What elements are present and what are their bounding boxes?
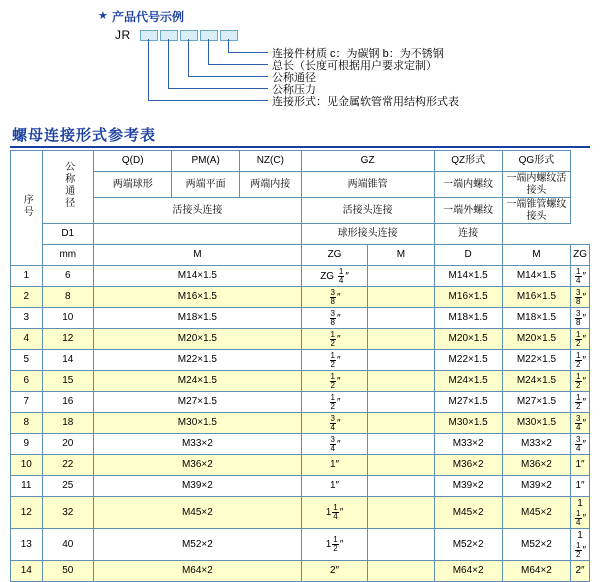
th-group-nzc: NZ(C) [239,151,301,172]
th-unit-m1: M [94,245,302,266]
cell-m-union: M16×1.5 [94,287,302,308]
cell-qz-d: M22×1.5 [434,350,502,371]
cell-qg-m: M45×2 [502,497,570,529]
cell-qg-m: M24×1.5 [502,371,570,392]
cell-dn: 40 [42,528,94,560]
cell-qg-zg: $\frac{1}{2}$ ″ [571,350,590,371]
th-union-left: 活接头连接 [94,198,302,224]
cell-gz-zg: 1 $\frac{1}{4}$ ″ [301,497,368,529]
callout-nominal-pressure: 公称压力 [272,84,316,96]
cell-gz-zg: $\frac{1}{2}$ ″ [301,371,368,392]
star-icon: ★ [98,10,108,22]
th-group-qd: Q(D) [94,151,172,172]
th-sub-nzc: 两端内接 [239,172,301,198]
cell-qz-m [368,497,434,529]
section-title: 螺母连接形式参考表 [12,127,157,144]
callout-length: 总长（长度可根据用户要求定制） [272,60,437,72]
section-divider [10,146,590,148]
cell-qg-zg: $\frac{1}{4}$ ″ [571,266,590,287]
table-row [11,392,590,413]
cell-qz-m [368,329,434,350]
cell-qg-m: M64×2 [502,560,570,581]
table-row [11,287,590,308]
th-unit-d: D [434,245,502,266]
cell-qg-m: M36×2 [502,455,570,476]
cell-no: 13 [11,528,43,560]
cell-m-union: M22×1.5 [94,350,302,371]
cell-m-union: M30×1.5 [94,413,302,434]
cell-qz-m [368,266,434,287]
cell-m-union: M24×1.5 [94,371,302,392]
cell-qg-zg: $\frac{3}{4}$ ″ [571,434,590,455]
cell-no: 7 [11,392,43,413]
cell-no: 9 [11,434,43,455]
cell-dn: 15 [42,371,94,392]
code-box-3 [180,30,198,41]
cell-gz-zg: $\frac{3}{4}$ ″ [301,413,368,434]
table-row [11,497,590,529]
cell-qg-zg: $\frac{1}{2}$ ″ [571,371,590,392]
cell-qz-m [368,308,434,329]
cell-no: 12 [11,497,43,529]
cell-m-union: M18×1.5 [94,308,302,329]
cell-gz-zg: 2″ [301,560,368,581]
product-code-diagram [0,0,600,120]
cell-qg-m: M20×1.5 [502,329,570,350]
table-row [11,413,590,434]
cell-gz-zg: 1 $\frac{1}{2}$ ″ [301,528,368,560]
cell-no: 1 [11,266,43,287]
cell-dn: 8 [42,287,94,308]
th-sub-qz: 一端内螺纹 [434,172,502,198]
th-group-gz: GZ [301,151,434,172]
code-box-1 [140,30,158,41]
leader-v-2 [168,39,169,88]
th-d1: D1 [42,224,94,245]
cell-qz-d: M27×1.5 [434,392,502,413]
th-unit-m3: M [502,245,570,266]
cell-qz-d: M24×1.5 [434,371,502,392]
cell-dn: 22 [42,455,94,476]
th-no: 序号 [11,151,43,266]
cell-qz-d: M20×1.5 [434,329,502,350]
table-header-row-1 [11,151,590,172]
cell-m-union: M27×1.5 [94,392,302,413]
cell-qg-zg: $\frac{3}{4}$ ″ [571,413,590,434]
table-row [11,371,590,392]
code-box-5 [220,30,238,41]
cell-m-union: M45×2 [94,497,302,529]
code-box-4 [200,30,218,41]
cell-m-union: M33×2 [94,434,302,455]
cell-qz-d: M64×2 [434,560,502,581]
leader-h-2 [168,88,268,89]
cell-qg-zg: 1″ [571,476,590,497]
table-row [11,528,590,560]
cell-qz-m [368,371,434,392]
cell-qz-m [368,476,434,497]
table-row [11,476,590,497]
table-row [11,350,590,371]
cell-m-union: M52×2 [94,528,302,560]
cell-m-union: M36×2 [94,455,302,476]
callout-nominal-diameter: 公称通径 [272,72,316,84]
cell-no: 2 [11,287,43,308]
diagram-title: 产品代号示例 [112,10,185,24]
cell-qg-m: M33×2 [502,434,570,455]
leader-v-3 [188,39,189,76]
th-dn: 公称通径 [42,151,94,224]
leader-h-1 [148,100,268,101]
table-row [11,329,590,350]
code-prefix: JR [115,28,131,42]
cell-gz-zg: $\frac{3}{8}$ ″ [301,287,368,308]
cell-qg-m: M16×1.5 [502,287,570,308]
cell-dn: 20 [42,434,94,455]
cell-m-union: M20×1.5 [94,329,302,350]
cell-dn: 25 [42,476,94,497]
cell-qg-zg: $\frac{3}{8}$ ″ [571,308,590,329]
cell-qg-zg: $\frac{1}{2}$ ″ [571,329,590,350]
cell-qg-zg: 1 $\frac{1}{2}$ ″ [571,528,590,560]
cell-dn: 16 [42,392,94,413]
cell-no: 3 [11,308,43,329]
th-unit-zg2: ZG [571,245,590,266]
cell-qg-m: M39×2 [502,476,570,497]
cell-qz-d: M16×1.5 [434,287,502,308]
code-box-2 [160,30,178,41]
table-body [11,151,590,582]
cell-dn: 10 [42,308,94,329]
cell-qg-zg: $\frac{3}{8}$ ″ [571,287,590,308]
cell-gz-zg: $\frac{3}{8}$ ″ [301,308,368,329]
th-group-qg: QG形式 [502,151,570,172]
cell-qg-m: M14×1.5 [502,266,570,287]
cell-m-union: M64×2 [94,560,302,581]
cell-gz-zg: $\frac{1}{2}$ ″ [301,329,368,350]
table-row [11,308,590,329]
cell-dn: 14 [42,350,94,371]
th-sub-pma: 两端平面 [172,172,240,198]
th-group-qz: QZ形式 [434,151,502,172]
cell-gz-zg: $\frac{1}{2}$ ″ [301,350,368,371]
cell-no: 14 [11,560,43,581]
cell-m-union: M14×1.5 [94,266,302,287]
table-row [11,266,590,287]
cell-dn: 50 [42,560,94,581]
cell-qg-zg: 2″ [571,560,590,581]
cell-qg-m: M52×2 [502,528,570,560]
th-unit-m2: M [368,245,434,266]
leader-h-5 [228,52,268,53]
cell-qz-d: M39×2 [434,476,502,497]
cell-dn: 6 [42,266,94,287]
cell-qg-m: M22×1.5 [502,350,570,371]
cell-qz-d: M45×2 [434,497,502,529]
cell-dn: 12 [42,329,94,350]
table-row [11,455,590,476]
cell-qg-m: M30×1.5 [502,413,570,434]
cell-qz-d: M30×1.5 [434,413,502,434]
table-header-row-4 [11,224,590,245]
th-unit-zg1: ZG [301,245,368,266]
leader-h-4 [208,64,268,65]
cell-dn: 18 [42,413,94,434]
cell-qg-zg: 1 $\frac{1}{4}$ ″ [571,497,590,529]
cell-gz-zg: 1″ [301,476,368,497]
nut-connection-table [10,150,590,582]
leader-v-5 [228,39,229,52]
cell-qz-d: M52×2 [434,528,502,560]
cell-qz-d: M18×1.5 [434,308,502,329]
cell-gz-zg: ZG $\frac{1}{4}$ ″ [301,266,368,287]
cell-qz-d: M14×1.5 [434,266,502,287]
cell-no: 10 [11,455,43,476]
cell-qz-m [368,350,434,371]
cell-no: 5 [11,350,43,371]
cell-qz-m [368,528,434,560]
table-header-row-5 [11,245,590,266]
th-connect: 连接 [434,224,502,245]
cell-gz-zg: $\frac{3}{4}$ ″ [301,434,368,455]
callout-material: 连接件材质 c：为碳钢 b：为不锈钢 [272,48,444,60]
callout-connection-type: 连接形式：见金属软管常用结构形式表 [272,96,459,108]
leader-v-1 [148,39,149,100]
table-row [11,560,590,581]
th-sub-qd: 两端球形 [94,172,172,198]
cell-no: 4 [11,329,43,350]
cell-qz-m [368,434,434,455]
th-blank-1 [94,224,302,245]
cell-qg-m: M27×1.5 [502,392,570,413]
cell-qg-zg: $\frac{1}{2}$ ″ [571,392,590,413]
cell-no: 11 [11,476,43,497]
cell-qg-m: M18×1.5 [502,308,570,329]
th-union-gz: 活接头连接 [301,198,434,224]
th-unit-mm: mm [42,245,94,266]
th-ball-joint: 球形接头连接 [301,224,434,245]
th-qg-taper: 一端锥管螺纹接头 [502,198,570,224]
cell-qz-d: M36×2 [434,455,502,476]
cell-qz-m [368,392,434,413]
th-qz-ext: 一端外螺纹 [434,198,502,224]
cell-no: 6 [11,371,43,392]
leader-v-4 [208,39,209,64]
th-group-pma: PM(A) [172,151,240,172]
cell-dn: 32 [42,497,94,529]
cell-qg-zg: 1″ [571,455,590,476]
cell-qz-m [368,287,434,308]
th-sub-qg: 一端内螺纹活接头 [502,172,570,198]
cell-m-union: M39×2 [94,476,302,497]
cell-no: 8 [11,413,43,434]
table-header-row-2 [11,172,590,198]
table-header-row-3 [11,198,590,224]
cell-qz-m [368,413,434,434]
cell-gz-zg: 1″ [301,455,368,476]
cell-gz-zg: $\frac{1}{2}$ ″ [301,392,368,413]
cell-qz-d: M33×2 [434,434,502,455]
th-sub-gz: 两端锥管 [301,172,434,198]
cell-qz-m [368,455,434,476]
cell-qz-m [368,560,434,581]
table-row [11,434,590,455]
leader-h-3 [188,76,268,77]
